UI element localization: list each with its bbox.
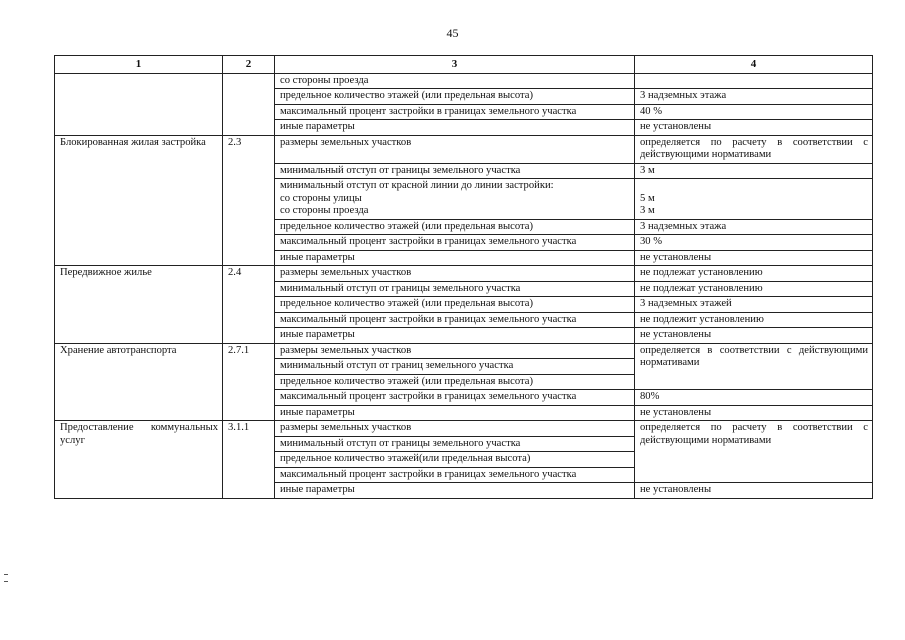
value-cell: не установлены <box>635 405 873 421</box>
use-code-cell: 3.1.1 <box>223 421 275 499</box>
parameter-cell: максимальный процент застройки в границах земельного участка <box>275 312 635 328</box>
value-cell: 80% <box>635 390 873 406</box>
use-code-cell: 2.7.1 <box>223 343 275 421</box>
column-header-2: 2 <box>223 56 275 74</box>
value-cell: определяется по расчету в соответствии с действующими нормативами <box>635 135 873 163</box>
parameter-cell: размеры земельных участков <box>275 135 635 163</box>
use-code-cell: 2.3 <box>223 135 275 266</box>
parameter-cell: иные параметры <box>275 250 635 266</box>
parameter-cell: предельное количество этажей(или предельная высота) <box>275 452 635 468</box>
value-cell <box>635 73 873 89</box>
table-row <box>55 73 873 89</box>
parameter-cell: предельное количество этажей (или предельная высота) <box>275 297 635 313</box>
land-use-cell: Блокированная жилая застройка <box>55 135 223 266</box>
parameter-cell: иные параметры <box>275 405 635 421</box>
value-cell: 5 м 3 м <box>635 179 873 220</box>
zoning-parameters-table <box>54 55 873 499</box>
parameter-cell: минимальный отступ от границы земельного участка <box>275 163 635 179</box>
use-code-cell <box>223 73 275 135</box>
value-cell: 3 м <box>635 163 873 179</box>
land-use-cell: Хранение автотранспорта <box>55 343 223 421</box>
parameter-cell: со стороны проезда <box>275 73 635 89</box>
value-cell: 3 надземных этажа <box>635 89 873 105</box>
table-row <box>55 343 873 359</box>
land-use-cell <box>55 73 223 135</box>
value-cell: не установлены <box>635 120 873 136</box>
value-cell: не подлежит установлению <box>635 312 873 328</box>
use-code-cell: 2.4 <box>223 266 275 344</box>
column-header-3: 3 <box>275 56 635 74</box>
value-cell: не подлежат установлению <box>635 281 873 297</box>
value-cell: не подлежат установлению <box>635 266 873 282</box>
parameter-cell: минимальный отступ от красной линии до линии застройки: со стороны улицы со стороны проезда <box>275 179 635 220</box>
table-row <box>55 135 873 163</box>
value-cell: не установлены <box>635 328 873 344</box>
value-cell: 30 % <box>635 235 873 251</box>
page-edge-mark <box>4 574 8 582</box>
parameter-cell: размеры земельных участков <box>275 421 635 437</box>
value-cell: определяется по расчету в соответствии с действующими нормативами <box>635 421 873 483</box>
page-number: 45 <box>446 26 459 40</box>
parameter-cell: максимальный процент застройки в границах земельного участка <box>275 235 635 251</box>
value-cell: 40 % <box>635 104 873 120</box>
land-use-cell: Передвижное жилье <box>55 266 223 344</box>
parameter-cell: размеры земельных участков <box>275 343 635 359</box>
value-cell: не установлены <box>635 250 873 266</box>
parameter-cell: максимальный процент застройки в границах земельного участка <box>275 104 635 120</box>
parameter-cell: иные параметры <box>275 328 635 344</box>
parameter-cell: минимальный отступ от границы земельного участка <box>275 281 635 297</box>
parameter-cell: предельное количество этажей (или предельная высота) <box>275 374 635 390</box>
value-cell: 3 надземных этажа <box>635 219 873 235</box>
parameter-cell: максимальный процент застройки в границах земельного участка <box>275 390 635 406</box>
column-header-4: 4 <box>635 56 873 74</box>
parameter-cell: минимальный отступ от границы земельного участка <box>275 436 635 452</box>
value-cell: 3 надземных этажей <box>635 297 873 313</box>
table-row <box>55 421 873 437</box>
parameter-cell: иные параметры <box>275 120 635 136</box>
parameter-cell: максимальный процент застройки в границах земельного участка <box>275 467 635 483</box>
parameter-cell: иные параметры <box>275 483 635 499</box>
parameter-cell: размеры земельных участков <box>275 266 635 282</box>
parameter-cell: предельное количество этажей (или предельная высота) <box>275 89 635 105</box>
value-cell: определяется в соответствии с действующими нормативами <box>635 343 873 390</box>
header-row <box>55 56 873 74</box>
parameter-cell: минимальный отступ от границ земельного участка <box>275 359 635 375</box>
parameter-cell: предельное количество этажей (или предельная высота) <box>275 219 635 235</box>
table-row <box>55 266 873 282</box>
land-use-cell: Предоставление коммунальных услуг <box>55 421 223 499</box>
column-header-1: 1 <box>55 56 223 74</box>
value-cell: не установлены <box>635 483 873 499</box>
